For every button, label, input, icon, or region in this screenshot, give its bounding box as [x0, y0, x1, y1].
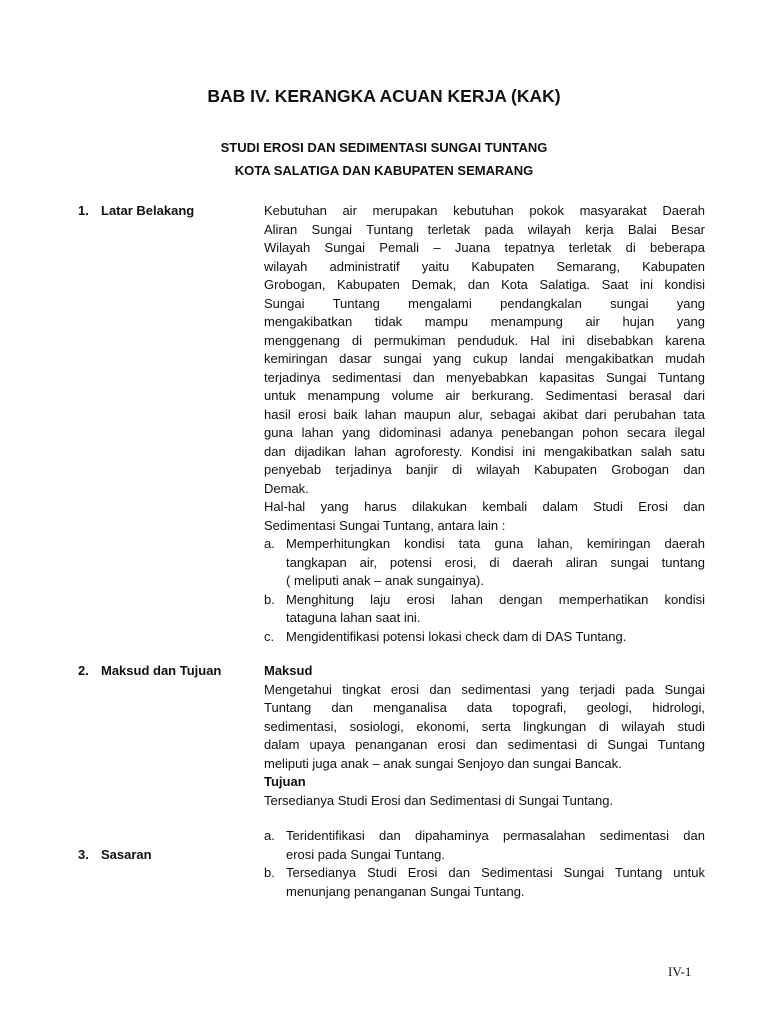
tujuan-heading: Tujuan: [264, 774, 306, 789]
section-number: 2.: [78, 663, 89, 678]
tujuan-text: Tersedianya Studi Erosi dan Sedimentasi di Sungai Tuntang.: [264, 792, 614, 808]
text-line: sedimentasi, sosiologi, ekonomi, serta lingkungan di wilayah studi: [264, 718, 705, 734]
document-subtitle: STUDI EROSI DAN SEDIMENTASI SUNGAI TUNTANG: [220, 140, 548, 155]
list-marker: a.: [264, 828, 275, 843]
text-line: Tuntang dan menganalisa data topografi, geologi, hidrologi,: [264, 700, 705, 715]
list-item-text: [286, 535, 705, 591]
text-line: Teridentifikasi dan dipahaminya permasalahan sedimentasi dan: [286, 828, 705, 843]
text-line: guna lahan yang didominasi adanya penebangan pohon secara ilegal: [264, 425, 705, 440]
section-number: 3.: [78, 847, 89, 862]
text-line: menunjang penanganan Sungai Tuntang.: [286, 883, 525, 899]
section-3-body: [264, 827, 705, 901]
list-item-text: [286, 827, 705, 864]
text-line: dan dijadikan lahan agroforesty. Kondisi ini mengakibatkan salah satu: [264, 443, 705, 459]
text-line: Sungai Tuntang mengalami pendangkalan sungai yang: [264, 295, 705, 311]
list-marker: c.: [264, 628, 275, 644]
section-label: Maksud dan Tujuan: [101, 663, 222, 678]
section-2-body: [264, 662, 705, 810]
section-2-heading: [78, 662, 221, 681]
text-line: Grobogan, Kabupaten Demak, dan Kota Salatiga. Saat ini kondisi: [264, 277, 705, 292]
section-1-body: [264, 202, 705, 646]
text-line: Kebutuhan air merupakan kebutuhan pokok masyarakat Daerah: [264, 203, 705, 218]
text-line: erosi pada Sungai Tuntang.: [286, 846, 446, 862]
list-marker: a.: [264, 536, 275, 551]
text-line: Sedimentasi Sungai Tuntang, antara lain :: [264, 517, 506, 533]
text-line: ( meliputi anak – anak sungainya).: [286, 573, 485, 588]
list-item-text: [286, 628, 705, 647]
text-line: penyebab terjadinya banjir di wilayah Kabupaten Grobogan dan: [264, 462, 705, 477]
text-line: Hal-hal yang harus dilakukan kembali dalam Studi Erosi dan: [264, 499, 705, 514]
section-label: Sasaran: [101, 847, 152, 862]
text-line: Mengetahui tingkat erosi dan sedimentasi yang terjadi pada Sungai: [264, 681, 705, 697]
section-1-heading: [78, 202, 194, 221]
text-line: Tersedianya Studi Erosi dan Sedimentasi Sungai Tuntang untuk: [286, 865, 705, 880]
text-line: Aliran Sungai Tuntang terletak pada wilayah kerja Balai Besar: [264, 221, 705, 237]
text-line: Demak.: [264, 480, 309, 496]
list-item-text: [286, 591, 705, 628]
maksud-heading: Maksud: [264, 663, 313, 678]
document-subtitle-location: KOTA SALATIGA DAN KABUPATEN SEMARANG: [234, 163, 534, 178]
latar-belakang-list: [264, 535, 705, 646]
text-line: Memperhitungkan kondisi tata guna lahan, kemiringan daerah: [286, 536, 705, 551]
page-title: BAB IV. KERANGKA ACUAN KERJA (KAK): [207, 86, 561, 106]
list-marker: b.: [264, 865, 275, 880]
text-line: Mengidentifikasi potensi lokasi check dam di DAS Tuntang.: [286, 628, 627, 644]
latar-belakang-paragraph-2: [264, 498, 705, 535]
page-number: IV-1: [668, 964, 692, 979]
text-line: wilayah administratif yaitu Kabupaten Semarang, Kabupaten: [264, 258, 705, 274]
text-line: Menghitung laju erosi lahan dengan memperhatikan kondisi: [286, 591, 705, 607]
section-3-heading: [78, 846, 152, 865]
list-item: [264, 591, 705, 628]
text-line: dalam upaya penanganan erosi dan sedimentasi di Sungai Tuntang: [264, 737, 705, 752]
list-marker: b.: [264, 591, 275, 607]
text-line: meliputi juga anak – anak sungai Senjoyo dan sungai Bancak.: [264, 755, 622, 771]
list-item: [264, 535, 705, 591]
text-line: tangkapan air, potensi erosi, di daerah aliran sungai tuntang: [286, 554, 705, 570]
text-line: hasil erosi baik lahan maupun alur, sebagai akibat dari perubahan tata: [264, 406, 705, 422]
text-line: tataguna lahan saat ini.: [286, 610, 421, 625]
text-line: Wilayah Sungai Pemali – Juana tepatnya terletak di beberapa: [264, 240, 705, 255]
list-item: [264, 628, 705, 647]
section-number: 1.: [78, 203, 89, 218]
maksud-paragraph: [264, 681, 705, 774]
list-item: [264, 827, 705, 864]
list-item-text: [286, 864, 705, 901]
text-line: terjadinya sedimentasi dan menyebabkan kapasitas Sungai Tuntang: [264, 369, 705, 385]
text-line: menggenang di permukiman penduduk. Hal ini disebabkan karena: [264, 332, 705, 348]
text-line: kemiringan dasar sungai yang cukup landai mengakibatkan mudah: [264, 351, 705, 366]
list-item: [264, 864, 705, 901]
latar-belakang-paragraph: [264, 202, 705, 498]
text-line: mengakibatkan tidak mampu menampung air hujan yang: [264, 314, 705, 329]
section-label: Latar Belakang: [101, 203, 195, 218]
text-line: untuk menampung volume air berkurang. Sedimentasi berasal dari: [264, 388, 705, 403]
